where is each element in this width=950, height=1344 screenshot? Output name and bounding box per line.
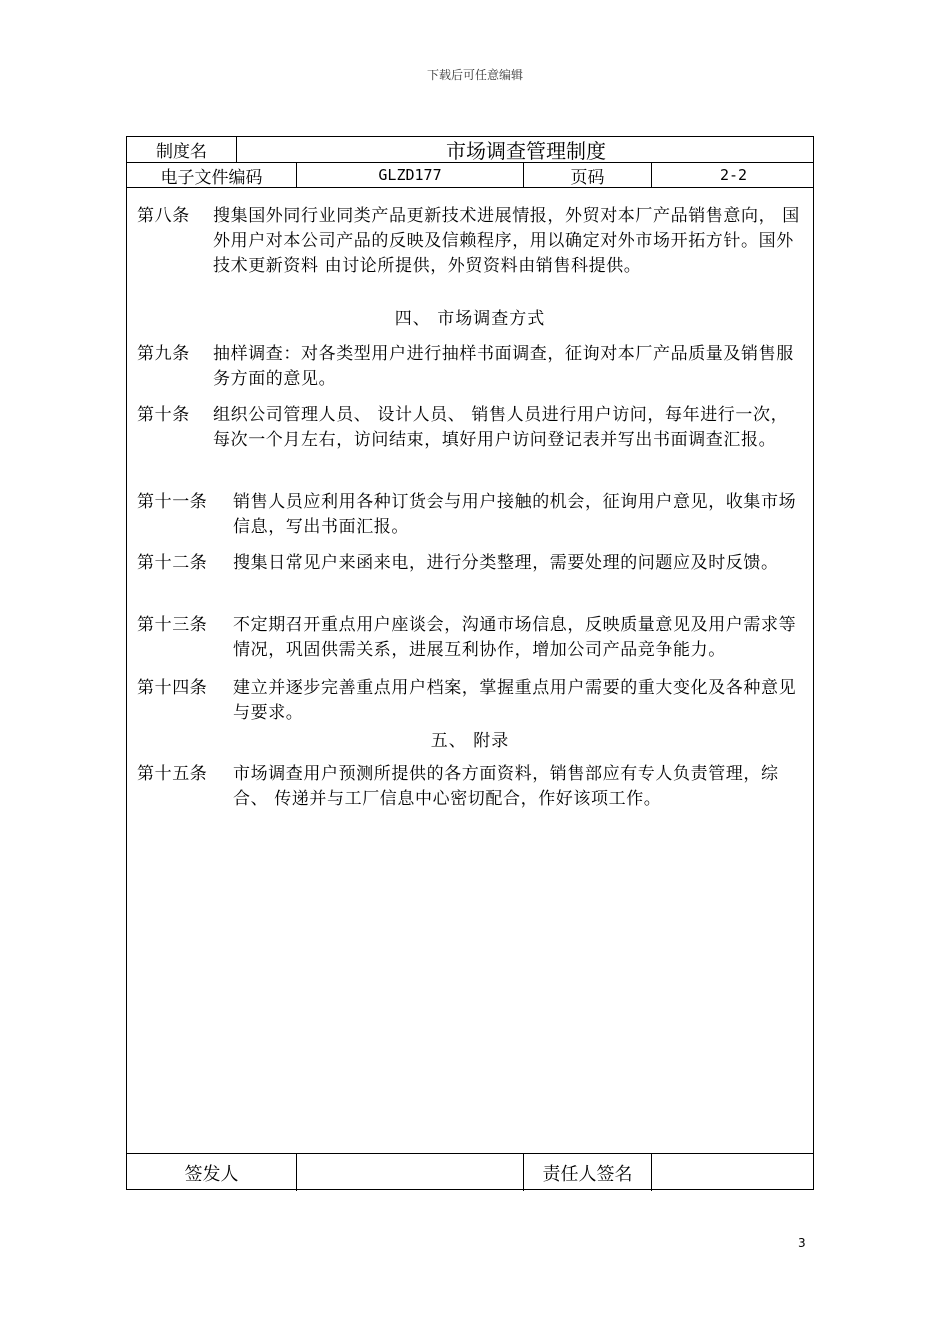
article-tag: 第八条	[137, 206, 190, 226]
article-tag: 第九条	[137, 344, 190, 364]
header-note: 下载后可任意编辑	[426, 68, 523, 82]
code-value: GLZD177	[297, 163, 524, 187]
article-text: 建立并逐步完善重点用户档案，掌握重点用户需要的重大变化及各种意见与要求。	[233, 678, 797, 723]
article-text: 组织公司管理人员、 设计人员、 销售人员进行用户访问，每年进行一次， 每次一个月左右，访问结束，填好用户访问登记表并写出书面调查汇报。	[213, 405, 789, 450]
article-tag: 第十四条	[137, 678, 208, 698]
section-heading-five: 五、 附录	[430, 731, 510, 751]
article-13	[137, 613, 807, 663]
page-label: 页码	[524, 163, 652, 187]
issuer-label: 签发人	[127, 1154, 297, 1191]
article-tag: 第十三条	[137, 615, 208, 635]
page-value: 2-2	[719, 166, 748, 184]
article-text: 抽样调查：对各类型用户进行抽样书面调查，征询对本厂产品质量及销售服务方面的意见。	[213, 344, 794, 389]
article-10	[137, 403, 807, 453]
name-label: 制度名	[127, 137, 237, 162]
article-text: 市场调查用户预测所提供的各方面资料，销售部应有专人负责管理，综合、 传递并与工厂信息中心密切配合，作好该项工作。	[233, 764, 779, 809]
article-12	[137, 551, 807, 576]
article-14	[137, 676, 807, 726]
article-9	[137, 342, 807, 392]
meta-row	[127, 163, 813, 188]
article-text: 搜集国外同行业同类产品更新技术进展情报，外贸对本厂产品销售意向， 国外用户对本公司产品的反映及信赖程序，用以确定对外市场开拓方针。国外技术更新资料 由讨论所提供，外贸资料由销售科提供。	[213, 206, 800, 276]
article-15	[137, 762, 807, 812]
article-8	[137, 204, 807, 279]
article-tag: 第十五条	[137, 764, 208, 784]
article-tag: 第十二条	[137, 553, 208, 573]
responsible-signature-field[interactable]	[652, 1154, 815, 1191]
page-number: 3	[798, 1236, 806, 1250]
section-heading-four: 四、 市场调查方式	[394, 309, 546, 329]
article-tag: 第十条	[137, 405, 190, 425]
document-table	[126, 136, 814, 1190]
article-11	[137, 490, 807, 540]
article-text: 不定期召开重点用户座谈会，沟通市场信息，反映质量意见及用户需求等情况，巩固供需关系，进展互利协作，增加公司产品竞争能力。	[233, 615, 797, 660]
title-row	[127, 137, 813, 163]
article-text: 销售人员应利用各种订货会与用户接触的机会，征询用户意见，收集市场信息，写出书面汇报。	[233, 492, 797, 537]
body-area	[127, 188, 813, 1154]
signature-row	[127, 1154, 813, 1191]
document-title: 市场调查管理制度	[446, 139, 606, 162]
code-label: 电子文件编码	[127, 163, 297, 187]
article-text: 搜集日常见户来函来电，进行分类整理，需要处理的问题应及时反馈。	[233, 553, 779, 573]
responsible-label: 责任人签名	[524, 1154, 652, 1191]
article-tag: 第十一条	[137, 492, 208, 512]
issuer-field[interactable]	[297, 1154, 524, 1191]
